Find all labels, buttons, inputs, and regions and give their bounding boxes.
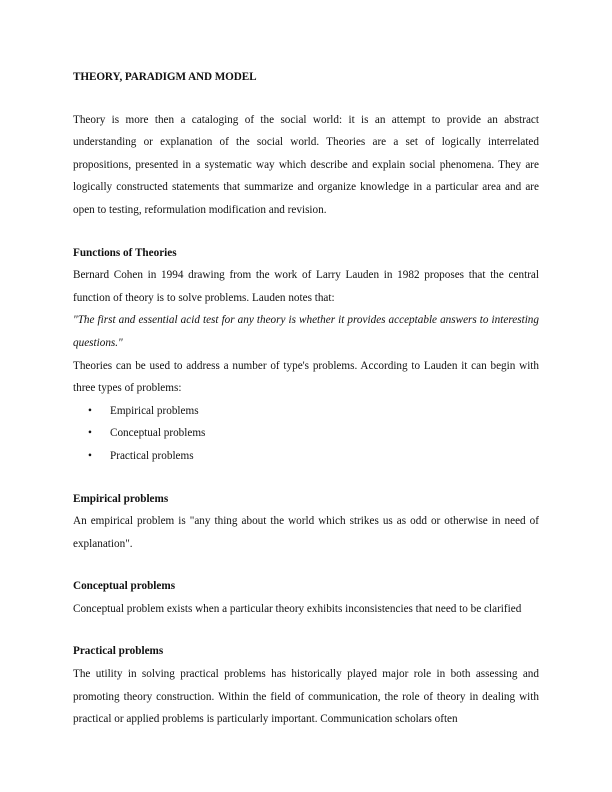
functions-paragraph-2: Theories can be used to address a number of type's problems. According to Lauden it can begin with three types of problems: xyxy=(73,359,539,395)
list-item xyxy=(73,445,539,468)
list-item-label: Empirical problems xyxy=(110,404,199,417)
list-item-label: Practical problems xyxy=(110,449,194,462)
practical-paragraph: The utility in solving practical problems has historically played major role in both assessing and promoting theory construction. Within the field of communication, the role of theory in dealing with practical or applied problems is particularly important. Communication scholars often xyxy=(73,668,539,726)
conceptual-paragraph: Conceptual problem exists when a particular theory exhibits inconsistencies that need to be clarified xyxy=(73,602,522,615)
practical-heading: Practical problems xyxy=(73,645,164,658)
problem-types-list xyxy=(73,400,539,468)
bullet-icon: • xyxy=(88,449,92,462)
section-gap xyxy=(73,222,539,242)
conceptual-heading: Conceptual problems xyxy=(73,580,176,593)
document-title: THEORY, PARADIGM AND MODEL xyxy=(73,71,257,83)
list-item xyxy=(73,422,539,445)
bullet-icon: • xyxy=(88,404,92,417)
bullet-icon: • xyxy=(88,427,92,440)
section-gap xyxy=(73,620,539,640)
empirical-paragraph: An empirical problem is "any thing about the world which strikes us as odd or otherwise in need of explanation". xyxy=(73,515,539,550)
section-gap xyxy=(73,468,539,488)
document-body xyxy=(73,66,539,731)
section-gap xyxy=(73,555,539,575)
list-item-label: Conceptual problems xyxy=(110,427,206,440)
functions-paragraph: Bernard Cohen in 1994 drawing from the work of Larry Lauden in 1982 proposes that the central function of theory is to solve problems. Lauden notes that: xyxy=(73,269,539,304)
list-item xyxy=(73,400,539,423)
functions-heading: Functions of Theories xyxy=(73,246,177,259)
empirical-heading: Empirical problems xyxy=(73,492,169,505)
lauden-quote: "The first and essential acid test for any theory is whether it provides acceptable answers to interesting questions." xyxy=(73,314,539,349)
intro-paragraph: Theory is more then a cataloging of the social world: it is an attempt to provide an abstract understanding or explanation of the social world. Theories are a set of logically interrelated propositions, presented in a systematic way which describe and explain social phenomena. They are logically constructed statements that summarize and organize knowledge in a particular area and are open to testing, reformulation modification and revision. xyxy=(73,113,539,216)
